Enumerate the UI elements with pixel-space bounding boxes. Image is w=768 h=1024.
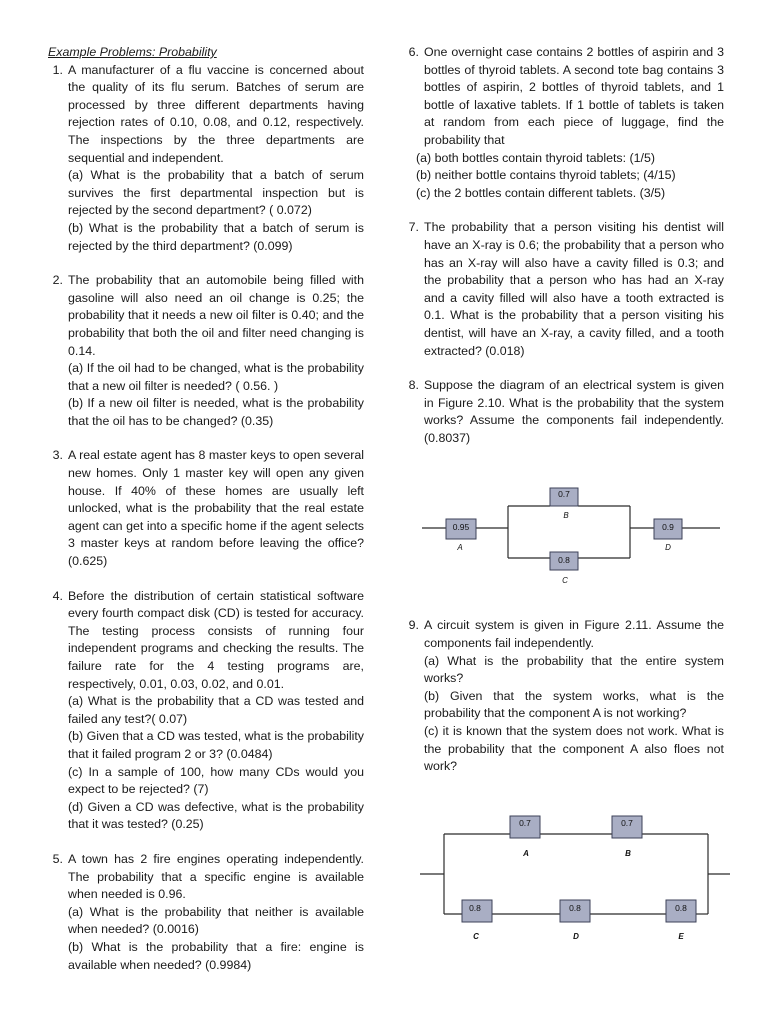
circuit-diagram-2-11 (420, 812, 730, 954)
left-column (46, 44, 364, 991)
problem-6 (402, 44, 724, 202)
subquestion-a: (a) What is the probability that a batch of serum survives the first departmental inspection but is rejected by the second department? ( 0.072) (68, 168, 364, 218)
component-A-label: A (457, 543, 463, 552)
problem-stem: A town has 2 fire engines operating independently. The probability that a specific engine is available when needed is 0.96. (68, 851, 364, 902)
component-A-box (446, 519, 476, 552)
component-B-label: B (625, 849, 631, 858)
component-C-label: C (473, 932, 479, 941)
problem-stem: A real estate agent has 8 master keys to open several new homes. Only 1 master key will open any given house. If 40% of these homes are usually left unlocked, what is the probability that the real estate agent can get into a specific home if the agent selects 3 master keys at random before leaving the office? (0.625) (68, 448, 364, 569)
problem-stem: A manufacturer of a flu vaccine is concerned about the quality of its flu serum. Batches of serum are processed by three different departments having rejection rates of 0.10, 0.08, and 0.12, respectively. The inspections by the three departments are sequential and independent. (68, 62, 364, 165)
problem-stem: Before the distribution of certain statistical software every fourth compact disk (CD) is tested for accuracy. The testing process consists of running four independent programs and checking the results. The failure rate for the 4 testing programs are, respectively, 0.01, 0.03, 0.02, and 0.01. (68, 588, 364, 691)
subquestion-c: (c) the 2 bottles contain different tablets. (3/5) (416, 185, 666, 200)
figure-2-10-circuit (420, 482, 730, 585)
subquestion-a: (a) What is the probability that neither is available when needed? (0.0016) (68, 904, 364, 937)
subquestion-b: (b) If a new oil filter is needed, what is the probability that the oil has to be changed? (0.35) (68, 396, 364, 428)
subquestion-b: (b) What is the probability that a fire: engine is available when needed? (0.9984) (68, 939, 364, 972)
problem-number: 1. (52, 62, 63, 77)
component-D-label: D (573, 932, 579, 941)
component-B-box (550, 488, 578, 520)
problem-3 (46, 447, 364, 570)
problem-number: 4. (52, 588, 63, 603)
problem-2 (46, 272, 364, 430)
problem-4 (46, 588, 364, 834)
problem-number: 3. (52, 448, 63, 463)
right-column (402, 44, 724, 793)
component-A-value: 0.7 (519, 818, 531, 828)
component-A-value: 0.95 (452, 522, 470, 532)
problem-stem: The probability that an automobile being filled with gasoline will also need an oil change is 0.25; the probability that it needs a new oil filter is 0.40; and the probability that both the oil and filter need changing is 0.14. (68, 273, 364, 358)
component-A-box (510, 816, 540, 858)
subquestion-b: (b) Given that the system works, what is the probability that the component A is not working? (424, 688, 724, 721)
circuit-diagram-2-10 (420, 482, 730, 585)
figure-2-11-circuit (420, 812, 730, 954)
page-title: Example Problems: Probability (48, 45, 217, 59)
component-E-box (666, 900, 696, 941)
component-B-box (612, 816, 642, 858)
subquestion-a: (a) both bottles contain thyroid tablets: (1/5) (416, 150, 655, 165)
problem-9 (402, 617, 724, 775)
problem-5 (46, 851, 364, 974)
component-A-label: A (523, 849, 529, 858)
problem-stem: A circuit system is given in Figure 2.11. Assume the components fail independently. (424, 618, 724, 651)
component-C-label: C (562, 576, 568, 585)
problem-8 (402, 377, 724, 447)
component-B-value: 0.7 (621, 818, 633, 828)
problem-number: 8. (408, 378, 419, 393)
subquestion-a: (a) What is the probability that a CD was tested and failed any test?( 0.07) (68, 694, 364, 726)
component-D-value: 0.8 (569, 903, 581, 913)
component-C-box (462, 900, 492, 941)
problem-stem: One overnight case contains 2 bottles of aspirin and 3 bottles of thyroid tablets. A second tote bag contains 3 bottles of aspirin, 2 bottles of thyroid tablets, and 1 bottle of laxative tablets. If 1 bottle of tablets is taken at random from each piece of luggage, find the probability that (424, 45, 724, 147)
subquestion-a: (a) If the oil had to be changed, what is the probability that a new oil filter is needed? ( 0.56. ) (68, 361, 364, 393)
subquestion-d: (d) Given a CD was defective, what is the probability that it was tested? (0.25) (68, 799, 364, 832)
subquestion-c: (c) In a sample of 100, how many CDs would you expect to be rejected? (7) (68, 764, 364, 797)
problem-7 (402, 219, 724, 360)
component-B-label: B (563, 511, 569, 520)
problem-number: 9. (408, 618, 419, 633)
subquestion-a: (a) What is the probability that the entire system works? (424, 653, 724, 686)
component-D-label: D (665, 543, 671, 552)
problem-stem: The probability that a person visiting his dentist will have an X-ray is 0.6; the probability that a person who has an X-ray will also have a cavity filled is 0.3; and the probability that a person who has had an X-ray and a cavity filled will also have a tooth extracted is 0.1. What is the probability that a person visiting his dentist, will have an X-ray, a cavity filled, and a tooth extracted? (0.018) (424, 220, 724, 358)
component-C-value: 0.8 (469, 903, 481, 913)
component-E-label: E (678, 932, 684, 941)
problem-number: 6. (408, 45, 419, 59)
component-D-box (654, 519, 682, 552)
subquestion-b: (b) Given that a CD was tested, what is the probability that it failed program 2 or 3? (0.0484) (68, 729, 364, 761)
problem-number: 2. (52, 273, 63, 288)
component-D-value: 0.9 (662, 522, 674, 532)
problem-number: 5. (52, 851, 63, 866)
problem-stem: Suppose the diagram of an electrical system is given in Figure 2.10. What is the probability that the system works? Assume the components fail independently. (0.8037) (424, 378, 724, 445)
subquestion-b: (b) neither bottle contains thyroid tablets; (4/15) (416, 168, 676, 183)
component-B-value: 0.7 (558, 489, 570, 499)
problem-1 (46, 62, 364, 256)
component-C-value: 0.8 (558, 555, 570, 565)
subquestion-b: (b) What is the probability that a batch of serum is rejected by the third department? (0.099) (68, 220, 364, 253)
problem-number: 7. (408, 220, 419, 235)
component-E-value: 0.8 (675, 903, 687, 913)
component-D-box (560, 900, 590, 941)
subquestion-c: (c) it is known that the system does not work. What is the probability that the component A also floes not work? (424, 724, 724, 774)
